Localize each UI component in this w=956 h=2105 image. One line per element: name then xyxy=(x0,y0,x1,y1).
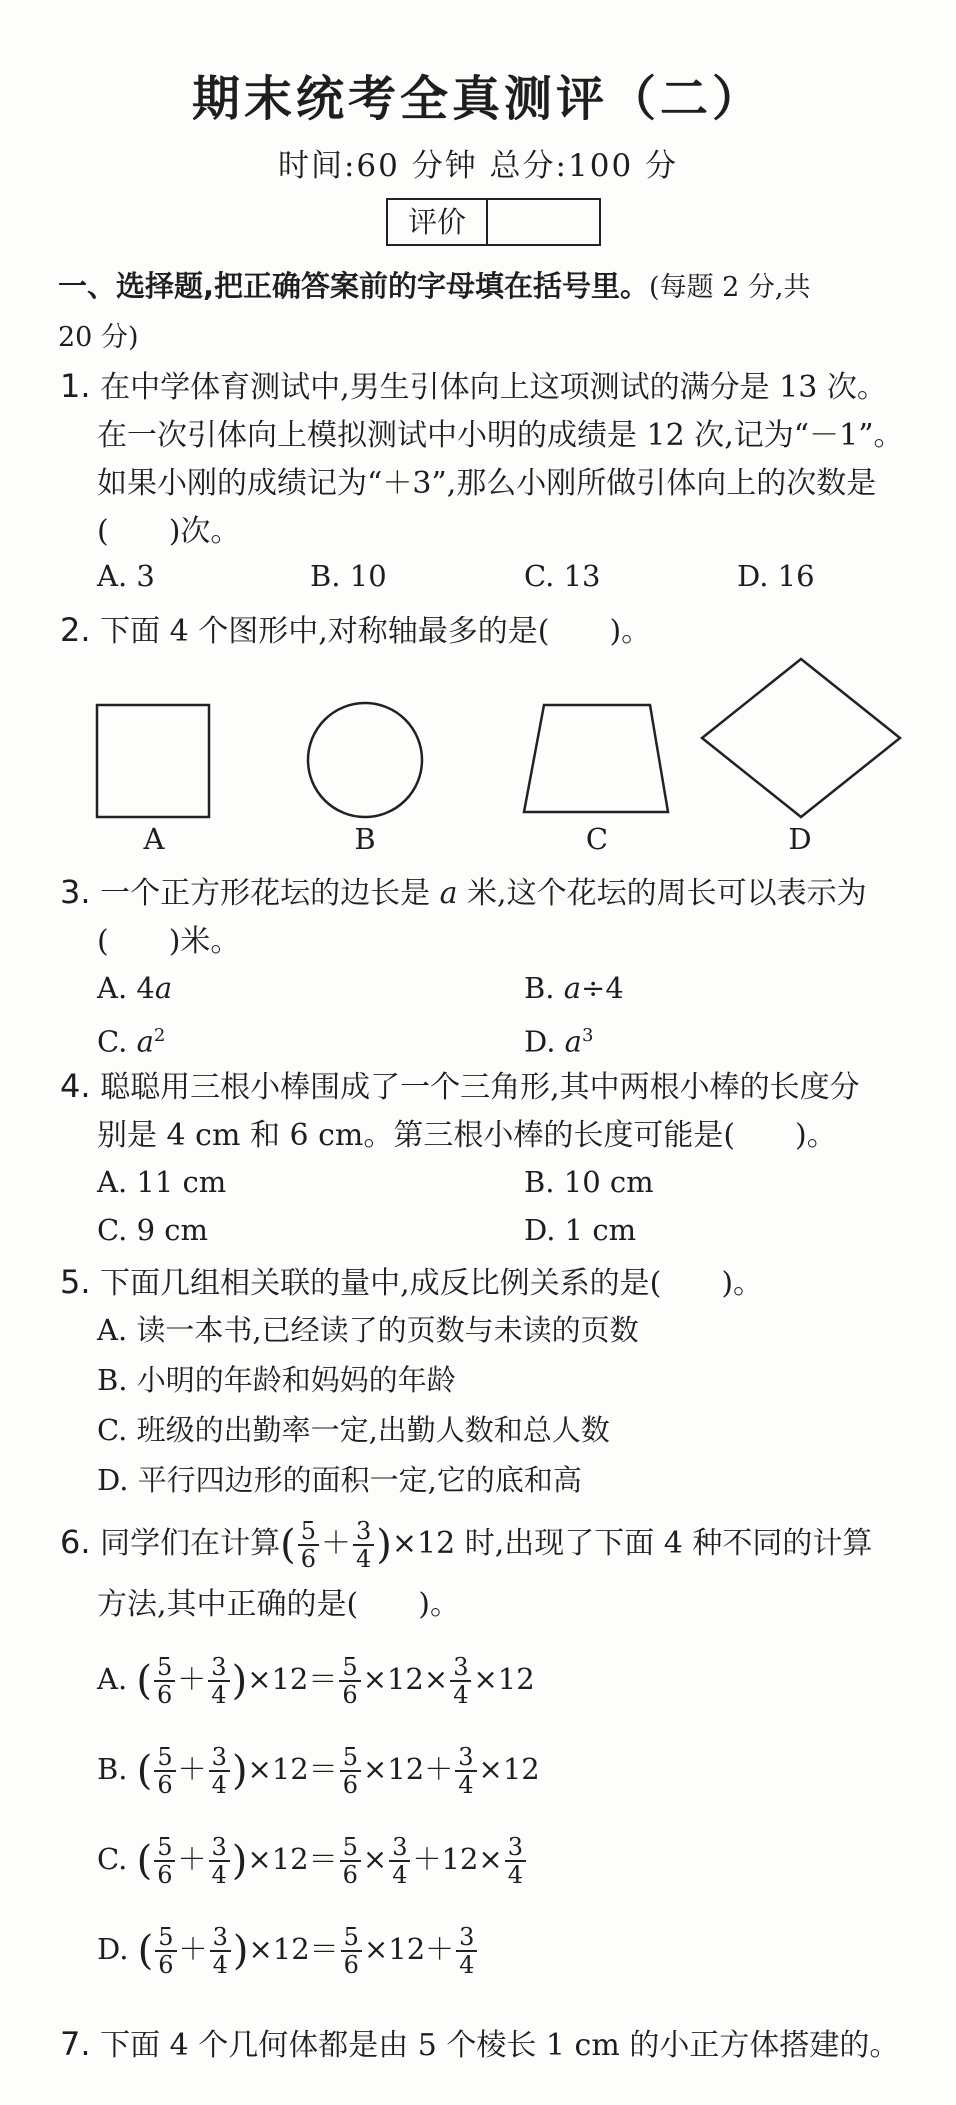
option-b: B. a÷4 xyxy=(524,971,624,1005)
shapes-figure xyxy=(0,650,956,830)
question-4 xyxy=(60,1062,910,1160)
question-7 xyxy=(60,2020,910,2070)
option-b: B. 10 xyxy=(310,559,387,593)
question-text: ( )次。 xyxy=(97,514,241,549)
rhombus-shape xyxy=(702,659,900,817)
question-text: 同学们在计算 xyxy=(100,1526,281,1561)
option-d: D. ( $\frac{5}{6}$ ＋ $\frac{3}{4}$ )×12＝ $\frac{5}{6}$ ×12＋ $\frac{3}{4}$ xyxy=(97,1918,479,1982)
option-d: D. $a^3$ xyxy=(524,1024,594,1059)
circle-shape xyxy=(308,703,422,817)
page-title: 期末统考全真测评（二） xyxy=(191,71,764,127)
question-3 xyxy=(60,868,910,966)
option-a: A. 读一本书,已经读了的页数与未读的页数 xyxy=(97,1313,639,1347)
question-number: 6. xyxy=(60,1523,91,1561)
evaluation-box xyxy=(386,198,601,246)
square-shape xyxy=(97,705,209,817)
question-5 xyxy=(60,1258,910,1308)
option-a: A. 3 xyxy=(97,559,155,593)
question-6: 6. 同学们在计算( $\frac{5}{6}$ ＋ $\frac{3}{4}$ )×12 时,出现了下面 4 种不同的计算 方法,其中正确的是( )。 xyxy=(60,1517,873,1622)
shape-label-b: B xyxy=(354,822,376,856)
question-text: 下面几组相关联的量中,成反比例关系的是( )。 xyxy=(100,1266,764,1301)
question-text: 下面 4 个几何体都是由 5 个棱长 1 cm 的小正方体搭建的。 xyxy=(100,2028,900,2063)
question-number: 2. xyxy=(60,611,91,649)
question-text: 下面 4 个图形中,对称轴最多的是( )。 xyxy=(100,614,652,649)
option-b: B. 小明的年龄和妈妈的年龄 xyxy=(97,1363,456,1397)
question-number: 1. xyxy=(60,367,91,405)
question-text: 方法,其中正确的是( )。 xyxy=(97,1587,460,1622)
option-d: D. 16 xyxy=(737,559,815,593)
section-heading xyxy=(58,262,918,362)
question-2 xyxy=(60,606,910,656)
question-text: 一个正方形花坛的边长是 xyxy=(100,876,440,911)
question-text: 米,这个花坛的周长可以表示为 xyxy=(457,876,867,911)
variable-a: a xyxy=(439,876,458,911)
question-number: 3. xyxy=(60,873,91,911)
question-text: 在中学体育测试中,男生引体向上这项测试的满分是 13 次。 xyxy=(100,370,887,405)
trapezoid-shape xyxy=(524,705,668,812)
option-c: C. 9 cm xyxy=(97,1213,209,1247)
option-c: C. 13 xyxy=(524,559,601,593)
question-text: 聪聪用三根小棒围成了一个三角形,其中两根小棒的长度分 xyxy=(100,1070,860,1105)
section-heading-text: 一、选择题,把正确答案前的字母填在括号里。 xyxy=(58,269,650,303)
section-note-2: 20 分) xyxy=(58,322,139,353)
question-number: 4. xyxy=(60,1067,91,1105)
section-note-1: (每题 2 分,共 xyxy=(649,272,811,303)
question-text: 在一次引体向上模拟测试中小明的成绩是 12 次,记为“－1”。 xyxy=(97,418,904,453)
question-text: 如果小刚的成绩记为“＋3”,那么小刚所做引体向上的次数是 xyxy=(97,466,877,501)
option-b: B. ( $\frac{5}{6}$ ＋ $\frac{3}{4}$ )×12＝ $\frac{5}{6}$ ×12＋ $\frac{3}{4}$ ×12 xyxy=(97,1743,540,1799)
option-c: C. $a^2$ xyxy=(97,1024,166,1059)
option-c: C. 班级的出勤率一定,出勤人数和总人数 xyxy=(97,1413,610,1447)
shape-label-c: C xyxy=(585,822,609,856)
option-b: B. 10 cm xyxy=(524,1165,654,1199)
question-text: 别是 4 cm 和 6 cm。第三根小棒的长度可能是( )。 xyxy=(97,1118,837,1153)
option-d: D. 1 cm xyxy=(524,1213,637,1247)
option-c: C. ( $\frac{5}{6}$ ＋ $\frac{3}{4}$ )×12＝ $\frac{5}{6}$ × $\frac{3}{4}$ ＋12× $\frac{3}{4}$ xyxy=(97,1828,528,1892)
question-1 xyxy=(60,362,910,556)
question-number: 7. xyxy=(60,2025,91,2063)
question-number: 5. xyxy=(60,1263,91,1301)
option-a: A. 11 cm xyxy=(97,1165,227,1199)
option-a: A. ( $\frac{5}{6}$ ＋ $\frac{3}{4}$ )×12＝ $\frac{5}{6}$ ×12× $\frac{3}{4}$ ×12 xyxy=(97,1653,535,1709)
evaluation-label: 评价 xyxy=(388,200,488,244)
evaluation-blank xyxy=(488,200,599,244)
exam-time-score: 时间:60 分钟 总分:100 分 xyxy=(277,148,679,184)
question-text: ×12 时,出现了下面 4 种不同的计算 xyxy=(391,1526,873,1561)
option-a: A. 4a xyxy=(97,971,173,1005)
shape-label-d: D xyxy=(788,822,812,856)
shape-label-a: A xyxy=(143,822,165,856)
question-text: ( )米。 xyxy=(97,924,241,959)
option-d: D. 平行四边形的面积一定,它的底和高 xyxy=(97,1463,582,1497)
